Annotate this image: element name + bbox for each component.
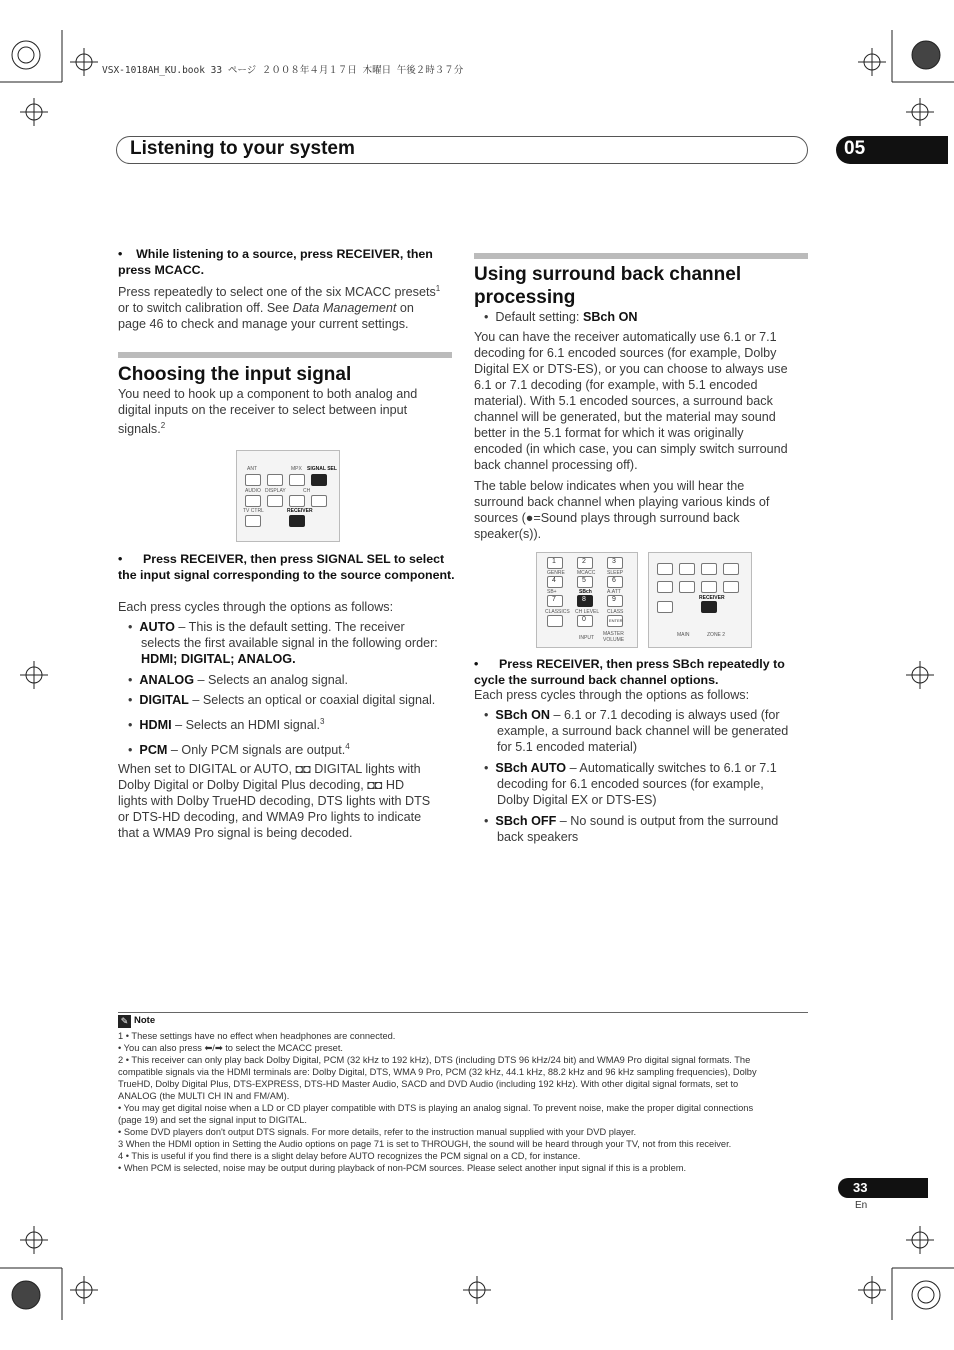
- label-sbch: SBch: [579, 589, 592, 595]
- intro-line-2: or to switch calibration off. See: [118, 301, 290, 316]
- key-label: 9: [612, 596, 616, 603]
- option-auto: • AUTO – This is the default setting. The receiver: [128, 620, 405, 634]
- section-title-input-signal: Choosing the input signal: [118, 364, 352, 385]
- keypad-5: [577, 576, 593, 588]
- step-text: Each press cycles through the options as follows:: [118, 600, 394, 614]
- chapter-badge: [836, 136, 948, 164]
- body-line: channel will be generated, but the material may sound: [474, 410, 776, 424]
- table-intro-line: The table below indicates when you will hear the: [474, 479, 745, 493]
- closing-line: or DTS-HD decoding, and WMA9 Pro lights to indicate: [118, 810, 422, 824]
- label-aatt: A.ATT: [607, 589, 621, 595]
- option-key: HDMI: [139, 718, 172, 733]
- closing-line: When set to DIGITAL or AUTO, ◘◘ DIGITAL lights with: [118, 762, 421, 776]
- section-rule-right: [474, 253, 808, 259]
- body-line: decoding for 6.1 encoded sources (for example, Dolby: [474, 346, 777, 360]
- option-auto-line-2: selects the first available signal in the following order:: [141, 636, 438, 650]
- closing-line: lights with Dolby TrueHD decoding, DTS lights with DTS: [118, 794, 431, 808]
- chapter-number: 05: [844, 138, 866, 159]
- label-zone: ZONE 2: [707, 632, 726, 638]
- option-line: for 5.1 encoded material): [497, 740, 638, 754]
- remote-label-display: DISPLAY: [265, 488, 286, 494]
- keypad-4: [547, 576, 563, 588]
- table-intro-line: surround back channel when playing various kinds of: [474, 495, 770, 509]
- option-hdmi: • HDMI – Selects an HDMI signal.$^3$: [128, 717, 325, 733]
- label-main: MAIN: [677, 632, 690, 638]
- default-value: SBch ON: [582, 310, 638, 324]
- footnote-ref-2: 2: [160, 421, 166, 430]
- label-sleep: SLEEP: [607, 570, 624, 576]
- remote-label-receiver: RECEIVER: [287, 508, 313, 514]
- step-bullet-text: Press RECEIVER, then press SIGNAL SEL to select the input signal corresponding to the source component.: [118, 552, 455, 582]
- option-sbch-off: • SBch OFF – No sound is output from the surround back speakers: [484, 813, 814, 845]
- remote-label-ch: CH: [303, 488, 311, 494]
- key-label: ENTER: [609, 618, 623, 623]
- body-line: back channel processing off).: [474, 458, 638, 472]
- key-label: 3: [612, 558, 616, 565]
- note-line: 1 • These settings have no effect when headphones are connected.: [118, 1031, 396, 1041]
- keypad-6: [607, 576, 623, 588]
- note-line: 4 • This is useful if you find there is a slight delay before AUTO recognizes the PCM signal on a CD, for instance.: [118, 1151, 581, 1161]
- remote-button: [267, 474, 283, 486]
- body-line: material). With 5.1 encoded sources, a surround back: [474, 394, 773, 408]
- step-bullet-sbch: • Press RECEIVER, then press SBch repeatedly to cycle the surround back channel options.: [474, 657, 785, 687]
- notes-body: [118, 1030, 808, 1174]
- option-pcm: • PCM – Only PCM signals are output.$^4$: [128, 742, 350, 758]
- remote-button: [657, 581, 673, 593]
- keypad-2: [577, 557, 593, 569]
- sbch-button: [577, 595, 593, 607]
- intro-italic: Data Management: [292, 301, 397, 316]
- remote-illustration-receiver: [648, 552, 752, 648]
- note-line: • You may get digital noise when a LD or CD player compatible with DTS is playing an analog signal. To prevent noise, make the proper digital connections: [118, 1103, 754, 1113]
- option-analog: • ANALOG – Selects an analog signal.: [128, 673, 349, 687]
- key-label: 4: [552, 577, 556, 584]
- signal-sel-button: [311, 474, 327, 486]
- keypad-dot: [547, 615, 563, 627]
- intro-text: [118, 281, 458, 332]
- intro-line-1: Press repeatedly to select one of the six MCACC presets: [118, 285, 436, 300]
- remote-button: [311, 495, 327, 507]
- intro-bullet-text: While listening to a source, press RECEIVER, then press MCACC.: [118, 247, 433, 277]
- option-line: Dolby Digital EX or DTS-ES): [497, 793, 657, 807]
- intro-line-4: page 46 to check and manage your current settings.: [118, 317, 409, 332]
- keypad-7: [547, 595, 563, 607]
- option-key: SBch ON: [495, 708, 551, 722]
- note-line: • You can also press ⬅/➡ to select the MCACC preset.: [118, 1043, 344, 1053]
- option-key: ANALOG: [139, 673, 194, 687]
- remote-button: [289, 474, 305, 486]
- keypad-9: [607, 595, 623, 607]
- footnote-ref-4: 4: [345, 742, 350, 751]
- table-intro-line: speaker(s)).: [474, 527, 542, 541]
- default-setting: • Default setting: SBch ON: [484, 310, 638, 324]
- page-number: 33: [853, 1180, 868, 1195]
- note-icon: ✎: [118, 1015, 131, 1028]
- label-sb: SB+: [547, 589, 557, 595]
- default-label: Default setting:: [495, 310, 580, 324]
- label-genre: GENRE: [547, 570, 565, 576]
- enter-button: [607, 615, 623, 627]
- label-ch-level: CH LEVEL: [575, 609, 600, 615]
- table-intro-line: sources (●=Sound plays through surround back: [474, 511, 740, 525]
- section-body: [118, 386, 458, 437]
- option-sbch-on: • SBch ON – 6.1 or 7.1 decoding is always used (for example, a surround back channel will be generated for 5.1 encoded material): [484, 707, 814, 755]
- key-label: 2: [582, 558, 586, 565]
- note-line: compatible signals via the HDMI terminals are: Dolby Digital, DTS, WMA 9 Pro, PCM (32 kHz, 44.1 kHz, 88.2 kHz and 96 kHz sampling frequencies), Dolby: [118, 1067, 757, 1077]
- table-intro: [474, 478, 814, 542]
- note-line: 2 • This receiver can only play back Dolby Digital, PCM (32 kHz to 192 kHz), DTS (including DTS 96 kHz/24 bit) and WMA9 Pro digital signal formats. The: [118, 1055, 751, 1065]
- key-label: 6: [612, 577, 616, 584]
- note-line: 3 When the HDMI option in Setting the Audio options on page 71 is set to THROUGH, the sound will be heard through your TV, not from this receiver.: [118, 1139, 732, 1149]
- option-key: SBch AUTO: [495, 761, 567, 775]
- remote-label-ant: ANT: [247, 466, 257, 472]
- footnote-ref-1: 1: [435, 284, 441, 293]
- body-line-2: digital inputs on the receiver to select between input: [118, 403, 408, 417]
- receiver-button: [701, 601, 717, 613]
- remote-button: [679, 581, 695, 593]
- remote-button: [657, 563, 673, 575]
- remote-button: [723, 563, 739, 575]
- remote-button: [679, 563, 695, 575]
- option-auto-order: HDMI; DIGITAL; ANALOG.: [141, 652, 296, 666]
- option-digital: • DIGITAL – Selects an optical or coaxial digital signal.: [128, 693, 436, 707]
- body-line: better in the 5.1 format for which it was originally: [474, 426, 744, 440]
- key-label: 1: [552, 558, 556, 565]
- key-label: 7: [552, 596, 556, 603]
- remote-button: [245, 474, 261, 486]
- body-line: You can have the receiver automatically use 6.1 or 7.1: [474, 330, 777, 344]
- note-line: • When PCM is selected, noise may be output during playback of non-PCM sources. Please select another input signal if this is a problem.: [118, 1163, 687, 1173]
- remote-button: [289, 495, 305, 507]
- option-key: DIGITAL: [139, 693, 189, 707]
- label-master-volume: MASTER VOLUME: [603, 631, 625, 643]
- remote-button: [723, 581, 739, 593]
- intro-line-3: on: [399, 301, 414, 316]
- notes-rule: [118, 1012, 808, 1013]
- remote-illustration-signal-sel: [236, 450, 340, 542]
- closing-line: that a WMA9 Pro signal is being decoded.: [118, 826, 353, 840]
- option-line: back speakers: [497, 830, 579, 844]
- body-line: 6.1 or 7.1 decoding (for example, with 5.1 encoded: [474, 378, 758, 392]
- remote-label-mpx: MPX: [291, 466, 302, 472]
- option-line: example, a surround back channel will be generated: [497, 724, 789, 738]
- keypad-1: [547, 557, 563, 569]
- option-line: – 6.1 or 7.1 decoding is always used (for: [553, 708, 780, 722]
- note-line: ANALOG (the MULTI CH IN and FM/AM).: [118, 1091, 290, 1101]
- remote-button: [701, 581, 717, 593]
- option-key: SBch OFF: [495, 814, 557, 828]
- key-label: 5: [582, 577, 586, 584]
- label-input: INPUT: [579, 635, 594, 641]
- option-sbch-auto: • SBch AUTO – Automatically switches to 6.1 or 7.1 decoding for 6.1 encoded sources (for example, Dolby Digital EX or DTS-ES): [484, 760, 814, 808]
- option-key: AUTO: [139, 620, 175, 634]
- step-bullet-signal-sel: • Press RECEIVER, then press SIGNAL SEL to select the input signal corresponding to the source component.: [118, 552, 455, 582]
- remote-button: [267, 495, 283, 507]
- key-label: 8: [582, 596, 586, 603]
- option-text: – Selects an HDMI signal.: [175, 718, 320, 733]
- intro-bullet: • While listening to a source, press RECEIVER, then press MCACC.: [118, 247, 433, 277]
- body-line: encoded (in which case, you can simply switch surround: [474, 442, 788, 456]
- key-label: 0: [582, 616, 586, 623]
- label-class: CLASS: [607, 609, 624, 615]
- right-body: [474, 329, 814, 473]
- remote-button: [701, 563, 717, 575]
- remote-label-tv-ctrl: TV CTRL: [243, 508, 264, 514]
- section-rule-left: [118, 352, 452, 358]
- step-text-right: Each press cycles through the options as follows:: [474, 688, 750, 702]
- page-title: Listening to your system: [130, 138, 355, 159]
- receiver-button: [289, 515, 305, 527]
- note-line: TrueHD, Dolby Digital Plus, DTS-EXPRESS, DTS-HD Master Audio, SACD and DVD Audio (including 192 kHz). With other digital signal formats, set to: [118, 1079, 739, 1089]
- notes-title: Note: [134, 1015, 156, 1026]
- page-language: En: [855, 1200, 868, 1211]
- body-line-1: You need to hook up a component to both analog and: [118, 387, 418, 401]
- section-title-surround-back: [474, 263, 741, 309]
- remote-illustration-sbch: [536, 552, 638, 648]
- option-text: – Selects an optical or coaxial digital signal.: [192, 693, 436, 707]
- remote-button: [657, 601, 673, 613]
- note-line: • Some DVD players don't output DTS signals. For more details, refer to the instruction manual supplied with your DVD player.: [118, 1127, 637, 1137]
- label-mcacc: MCACC: [577, 570, 596, 576]
- step-bullet-text: Press RECEIVER, then press SBch repeatedly to cycle the surround back channel options.: [474, 657, 785, 687]
- footnote-ref-3: 3: [320, 717, 325, 726]
- option-text: – This is the default setting. The receiver: [178, 620, 405, 634]
- page-number-badge: [838, 1178, 928, 1198]
- label-receiver: RECEIVER: [699, 595, 725, 601]
- remote-button: [245, 515, 261, 527]
- option-key: PCM: [139, 743, 168, 758]
- option-line: – Automatically switches to 6.1 or 7.1: [569, 761, 777, 775]
- body-line-3: signals.: [118, 422, 161, 437]
- note-line: (page 19) and set the signal input to DIGITAL.: [118, 1115, 307, 1125]
- remote-label-signal-sel: SIGNAL SEL: [307, 466, 337, 472]
- option-text: – Only PCM signals are output.: [170, 743, 346, 758]
- label-classics: CLASSICS: [545, 609, 570, 615]
- closing-text: [118, 761, 463, 841]
- keypad-0: [577, 615, 593, 627]
- option-line: decoding for 6.1 encoded sources (for example,: [497, 777, 764, 791]
- option-line: – No sound is output from the surround: [559, 814, 779, 828]
- closing-line: Dolby Digital or Dolby Digital Plus decoding, ◘◘ HD: [118, 778, 405, 792]
- option-text: – Selects an analog signal.: [197, 673, 349, 687]
- body-line: Digital EX or DTS-ES), or you can choose to always use: [474, 362, 788, 376]
- keypad-3: [607, 557, 623, 569]
- section-title-line-2: processing: [474, 287, 576, 308]
- remote-label-audio: AUDIO: [245, 488, 261, 494]
- remote-button: [245, 495, 261, 507]
- section-title-line-1: Using surround back channel: [474, 264, 742, 285]
- print-header: VSX-1018AH_KU.book 33 ページ ２００８年４月１７日 木曜日 午後２時３７分: [102, 65, 464, 76]
- option-auto-cont: [141, 635, 461, 651]
